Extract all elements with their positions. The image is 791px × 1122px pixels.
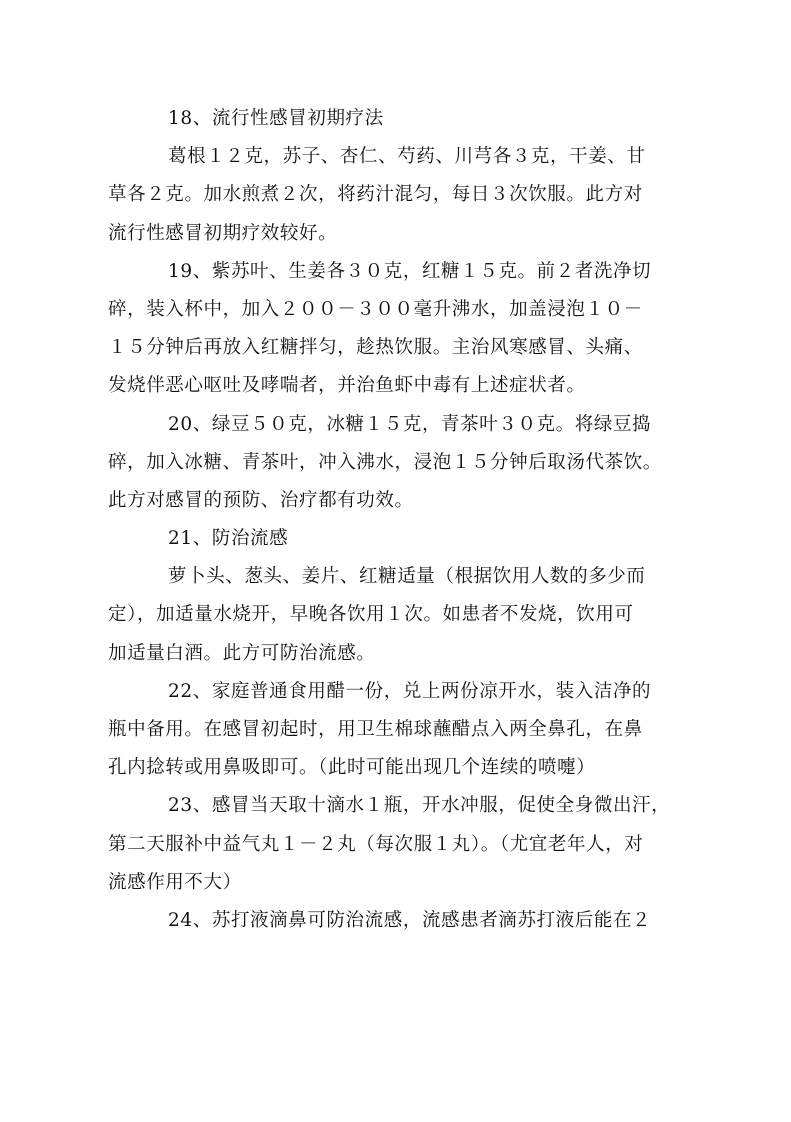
paragraph-24-start: 24、苏打液滴鼻可防治流感，流感患者滴苏打液后能在２ [168,909,652,931]
text-line: 流行性感冒初期疗效较好。 [108,222,338,244]
text-line: 第二天服补中益气丸１－２丸（每次服１丸）。（尤宜老年人，对 [108,833,644,855]
text-line: 发烧伴恶心呕吐及哮喘者，并治鱼虾中毒有上述症状者。 [108,375,586,397]
paragraph-heading-18: 18、流行性感冒初期疗法 [168,108,384,129]
text-line: 孔内捻转或用鼻吸即可。（此时可能出现几个连续的喷嚏） [108,757,596,779]
text-line: 草各２克。加水煎煮２次，将药汁混匀，每日３次饮服。此方对 [108,184,643,206]
paragraph-22-start: 22、家庭普通食用醋一份，兑上两份凉开水，装入洁净的 [168,680,652,702]
text-line: 葛根１２克，苏子、杏仁、芍药、川芎各３克，干姜、甘 [168,146,646,168]
text-line: 萝卜头、葱头、姜片、红糖适量（根据饮用人数的多少而 [168,566,646,588]
text-line: 碎，加入冰糖、青茶叶，冲入沸水，浸泡１５分钟后取汤代茶饮。 [108,451,662,473]
paragraph-19-start: 19、紫苏叶、生姜各３０克，红糖１５克。前２者洗净切 [168,260,652,282]
text-line: １５分钟后再放入红糖拌匀，趁热饮服。主治风寒感冒、头痛、 [108,337,643,359]
paragraph-23-start: 23、感冒当天取十滴水１瓶，开水冲服，促使全身微出汗， [168,795,671,817]
document-body [108,100,676,940]
paragraph-20-start: 20、绿豆５０克，冰糖１５克，青茶叶３０克。将绿豆捣 [168,413,652,435]
text-line: 瓶中备用。在感冒初起时，用卫生棉球蘸醋点入两全鼻孔，在鼻 [108,719,643,740]
text-line: 定），加适量水烧开，早晚各饮用１次。如患者不发烧，饮用可 [108,604,634,626]
text-line: 流感作用不大） [108,871,242,893]
text-line: 加适量白酒。此方可防治流感。 [108,642,376,664]
paragraph-heading-21: 21、防治流感 [168,528,289,550]
text-line: 碎，装入杯中，加入２００－３００毫升沸水，加盖浸泡１０－ [108,298,643,320]
text-line: 此方对感冒的预防、治疗都有功效。 [108,489,414,511]
